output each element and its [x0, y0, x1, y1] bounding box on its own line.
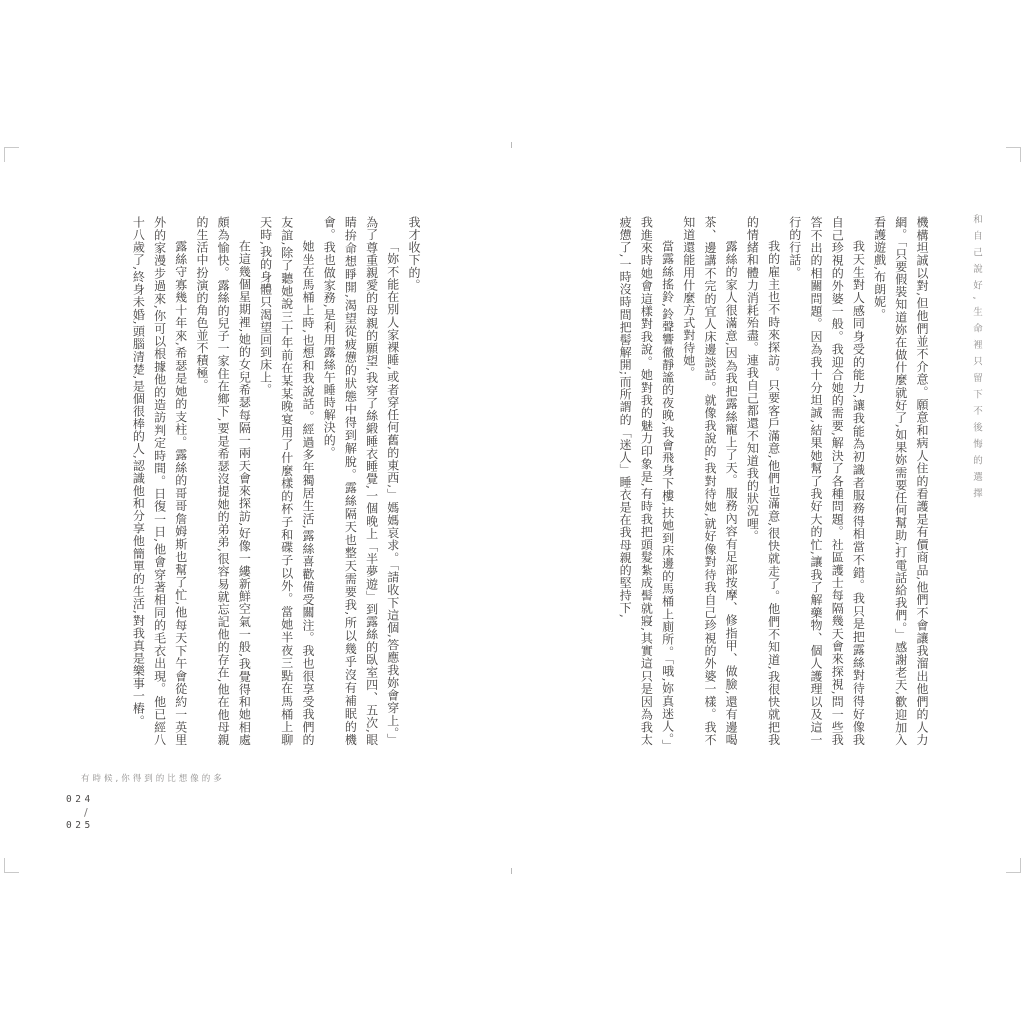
- crop-mark-bottom-left-icon: [4, 858, 19, 873]
- paragraph: 機構坦誠以對,但他們並不介意。願意和病人住的看護是有價商品,他們不會讓我溜出他們的人力網。「只要假裝知道妳在做什麼就好了,如果妳需要任何幫助,打電話給我們。」感謝老天,歡迎加入看護遊戲,布朗妮。: [872, 216, 929, 746]
- right-page-body-text: [614, 216, 932, 746]
- page-number-second: 025: [66, 820, 94, 831]
- crop-mark-top-left-icon: [4, 147, 19, 162]
- paragraph: 在這幾個星期裡,她的女兒希瑟每隔一兩天會來探訪,好像一縷新鮮空氣一般,我覺得和她相處頗為愉快。露絲的兒子一家住在鄉下,要是希瑟沒提她的弟弟,很容易就忘記他的存在,他在他母親的生活中扮演的角色並不積極。: [194, 216, 252, 746]
- paragraph: 露絲的家人很滿意,因為我把露絲寵上了天。服務內容有足部按摩、修指甲、做臉,還有邊喝茶、邊講不完的宜人床邊談話。就像我說的,我對待她,就好像對待我自己珍視的外婆一樣。我不知道還能用什麼方式對待她。: [681, 216, 739, 746]
- paragraph: 我的雇主也不時來探訪。只要客戶滿意,他們也滿意,很快就走了。他們不知道,我很快就把我的情緒和體力消耗殆盡。連我自己都還不知道我的狀況哩。: [745, 216, 781, 746]
- left-page-body-text: [127, 216, 424, 746]
- center-fold-mark-top-icon: [511, 142, 512, 148]
- page-number-first: 024: [66, 794, 94, 805]
- page-number-separator: /: [84, 806, 88, 819]
- running-head-book-title: 和自己說好,生命裡只留下不後悔的選擇: [971, 214, 982, 505]
- paragraph: 我才收下的。: [407, 216, 421, 292]
- paragraph: 當露絲搖鈴,鈴聲響徹靜謐的夜晚,我會飛身下樓,扶她到床邊的馬桶上廁所。「哦,妳真迷人。」我進來時她會這樣對我說。她對我的魅力印象是,有時我把頭髮紮成髻就寢,其實這只是因為我太疲憊了,一時沒時間把髻解開;而所謂的「迷人」睡衣是在我母親的堅持下,: [618, 216, 675, 746]
- chapter-title: 有時候,你得到的比想像的多: [81, 774, 225, 784]
- paragraph: 露絲守寡幾十年來,希瑟是她的支柱。露絲的哥哥詹姆斯也幫了忙,他每天下午會從約一英里外的家漫步過來,你可以根據他的造訪判定時間。日復一日,他會穿著相同的毛衣出現。他已經八十八歲了,終身未婚,頭腦清楚,是個很棒的人,認識他和分享他簡單的生活,對我真是樂事一樁。: [131, 216, 188, 746]
- crop-mark-bottom-right-icon: [1006, 858, 1021, 873]
- paragraph: 我天生對人感同身受的能力,讓我能為初識者服務得相當不錯。我只是把露絲對待得好像我自己珍視的外婆一般。我迎合她的需要,解決了各種問題。社區護士每隔幾天會來探視,問一些我答不出的相關問題。因為我十分坦誠,結果她幫了我好大的忙,讓我了解藥物、個人護理以及這一行的行話。: [787, 216, 866, 746]
- crop-mark-top-right-icon: [1006, 147, 1021, 162]
- paragraph: 「妳不能在別人家裸睡,或者穿任何舊的東西,」媽媽哀求。「請收下這個,答應我妳會穿上。」為了尊重親愛的母親的願望,我穿了絲緞睡衣睡覺,一個晚上「半夢遊」到露絲的臥室四、五次,眼睛拚命想睜開,渴望從疲憊的狀態中得到解脫。露絲隔天也整天需要我,所以幾乎沒有補眠的機會。我也做家務,是利用露絲午睡時解決的。: [322, 216, 400, 746]
- center-fold-mark-bottom-icon: [511, 868, 512, 874]
- paragraph: 她坐在馬桶上時,也想和我說話。經過多年獨居生活,露絲喜歡備受關注。我也很享受我們的友誼,除了聽她說三十年前在某某晚宴用了什麼樣的杯子和碟子以外。當她半夜三點在馬桶上聊天時,我的身體只渴望回到床上。: [258, 216, 315, 746]
